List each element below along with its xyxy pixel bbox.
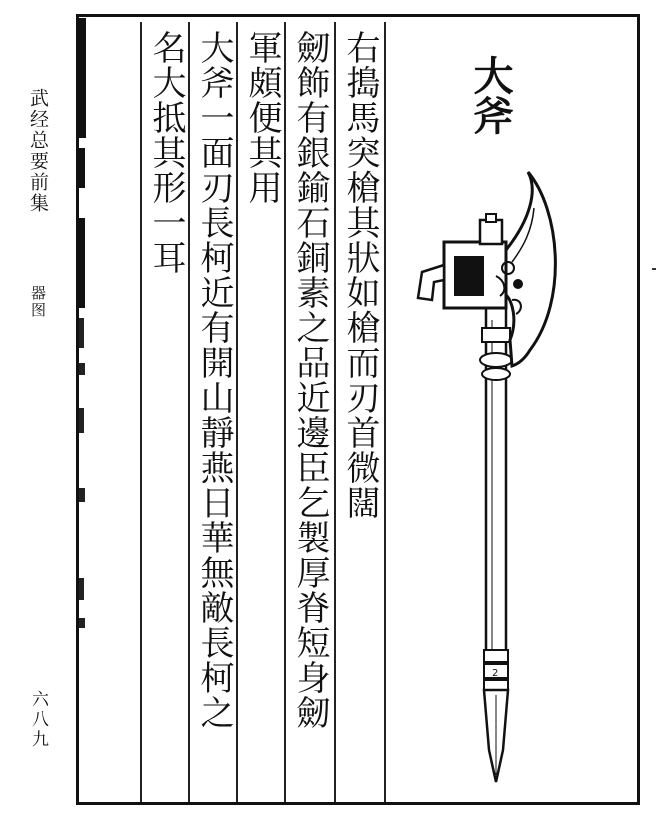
section-label: 器图 <box>29 285 47 319</box>
text-column-4: 大斧一面刃長柯近有開山靜燕日華無敵長柯之 <box>194 30 234 730</box>
column-rule <box>140 22 142 802</box>
column-rule <box>334 22 336 802</box>
svg-text:2: 2 <box>492 668 499 679</box>
text-column-5: 名大抵其形一耳 <box>146 30 186 275</box>
column-rule <box>384 22 386 802</box>
column-rule <box>188 22 190 802</box>
column-rule <box>284 22 286 802</box>
text-column-2: 劒飾有銀鍮石銅素之品近邊臣乞製厚脊短身劒 <box>290 30 330 730</box>
edge-mark <box>652 268 656 270</box>
book-title: 武经总要前集 <box>27 88 49 214</box>
battle-axe-illustration <box>400 150 570 790</box>
column-rule <box>236 22 238 802</box>
page-number: 六八九 <box>28 690 48 750</box>
text-column-1: 右搗馬突槍其狀如槍而刃首微闊 <box>340 30 380 520</box>
illustration-title: 大斧 <box>467 55 514 135</box>
binding-edge <box>78 18 86 804</box>
text-column-3: 軍頗便其用 <box>242 30 282 205</box>
